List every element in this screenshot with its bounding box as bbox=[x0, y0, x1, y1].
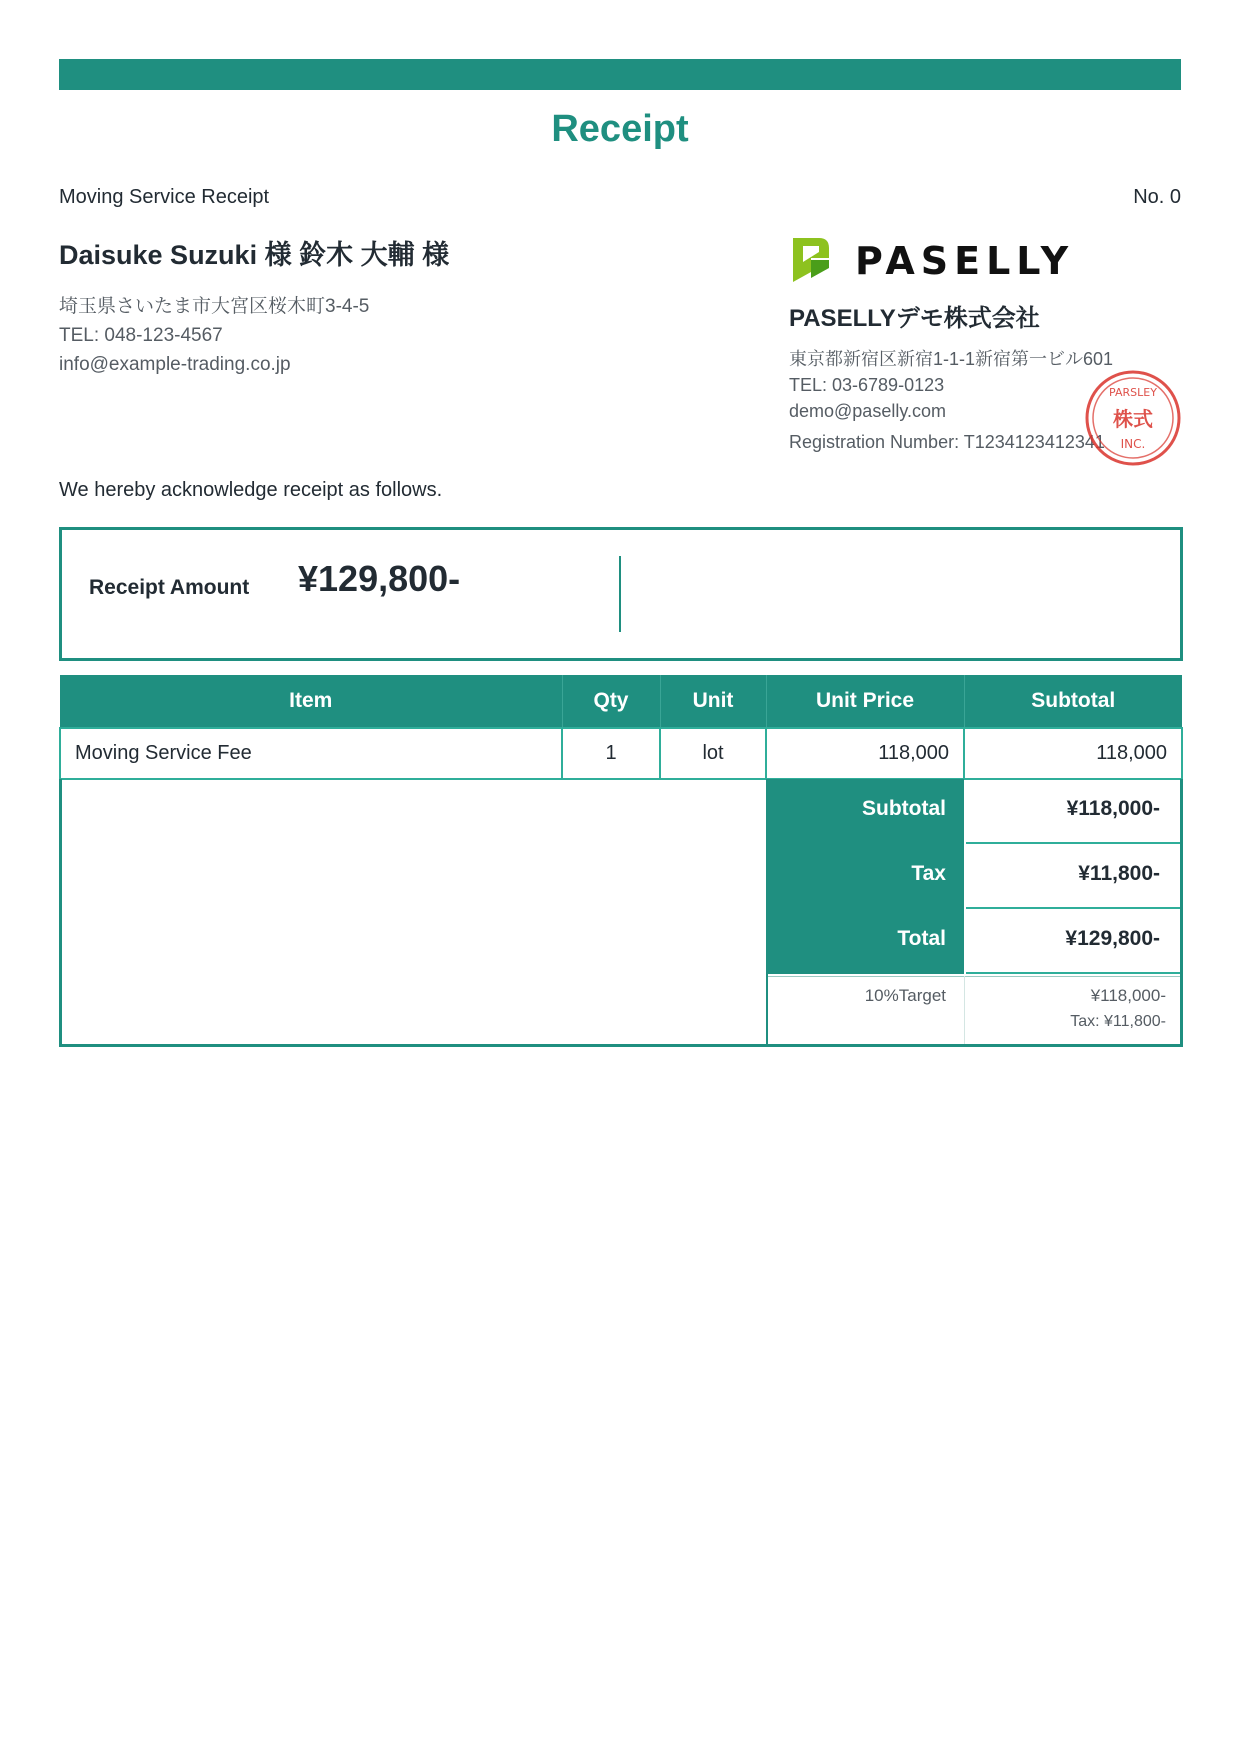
svg-text:PARSLEY: PARSLEY bbox=[1109, 386, 1157, 399]
column-header-item: Item bbox=[60, 675, 562, 728]
tax-label: Tax bbox=[911, 862, 946, 885]
column-header-qty: Qty bbox=[562, 675, 660, 728]
document-subtitle: Moving Service Receipt bbox=[59, 186, 270, 208]
tax-value: ¥11,800- bbox=[1078, 862, 1160, 885]
summary-section bbox=[59, 779, 1183, 1047]
cell-qty: 1 bbox=[562, 728, 660, 779]
customer-email: info@example-trading.co.jp bbox=[59, 354, 291, 375]
customer-tel: TEL: 048-123-4567 bbox=[59, 325, 223, 346]
logo-wordmark: PASELLY bbox=[855, 239, 1075, 283]
tax-value-cell bbox=[966, 844, 1180, 909]
paselly-logo bbox=[789, 232, 1089, 284]
cell-item: Moving Service Fee bbox=[60, 728, 562, 779]
tax-target-tax: Tax: ¥11,800- bbox=[1070, 1013, 1166, 1030]
total-label: Total bbox=[897, 927, 946, 950]
table-header-row bbox=[60, 675, 1182, 728]
table-row bbox=[60, 728, 1182, 779]
document-number: No. 0 bbox=[1133, 186, 1181, 208]
cell-unit-price: 118,000 bbox=[766, 728, 964, 779]
column-header-subtotal: Subtotal bbox=[964, 675, 1182, 728]
tax-target-base: ¥118,000- bbox=[1090, 986, 1166, 1005]
column-header-unit-price: Unit Price bbox=[766, 675, 964, 728]
issuer-details bbox=[789, 346, 1113, 424]
customer-details bbox=[59, 292, 369, 379]
items-table bbox=[59, 675, 1183, 780]
receipt-amount-value: ¥129,800- bbox=[298, 558, 461, 599]
receipt-amount-box bbox=[59, 527, 1183, 661]
receipt-amount-label: Receipt Amount bbox=[89, 576, 250, 599]
acknowledgement-text: We hereby acknowledge receipt as follows. bbox=[59, 479, 443, 501]
svg-text:INC.: INC. bbox=[1120, 437, 1146, 451]
customer-name: Daisuke Suzuki 様 鈴木 大輔 様 bbox=[59, 240, 450, 270]
summary-separator bbox=[768, 976, 1180, 977]
issuer-email: demo@paselly.com bbox=[789, 401, 946, 421]
tax-breakdown-divider bbox=[964, 976, 965, 1044]
column-header-unit: Unit bbox=[660, 675, 766, 728]
customer-address: 埼玉県さいたま市大宮区桜木町3-4-5 bbox=[59, 296, 370, 317]
issuer-company-name: PASELLYデモ株式会社 bbox=[789, 305, 1040, 332]
amount-divider bbox=[619, 556, 621, 632]
subtotal-value: ¥118,000- bbox=[1066, 797, 1160, 820]
document-title: Receipt bbox=[551, 108, 689, 150]
cell-unit: lot bbox=[660, 728, 766, 779]
company-seal-stamp bbox=[1083, 368, 1183, 468]
cell-subtotal: 118,000 bbox=[964, 728, 1182, 779]
tax-target-label: 10%Target bbox=[864, 986, 946, 1005]
subtotal-label: Subtotal bbox=[862, 797, 946, 820]
total-value: ¥129,800- bbox=[1065, 927, 1160, 950]
subtotal-value-cell bbox=[966, 779, 1180, 844]
header-accent-bar bbox=[59, 59, 1181, 90]
issuer-registration-number: Registration Number: T1234123412341 bbox=[789, 432, 1105, 452]
total-value-cell bbox=[966, 909, 1180, 974]
svg-text:株式: 株式 bbox=[1113, 407, 1153, 431]
issuer-tel: TEL: 03-6789-0123 bbox=[789, 375, 945, 395]
issuer-address: 東京都新宿区新宿1-1-1新宿第一ビル601 bbox=[789, 349, 1114, 369]
